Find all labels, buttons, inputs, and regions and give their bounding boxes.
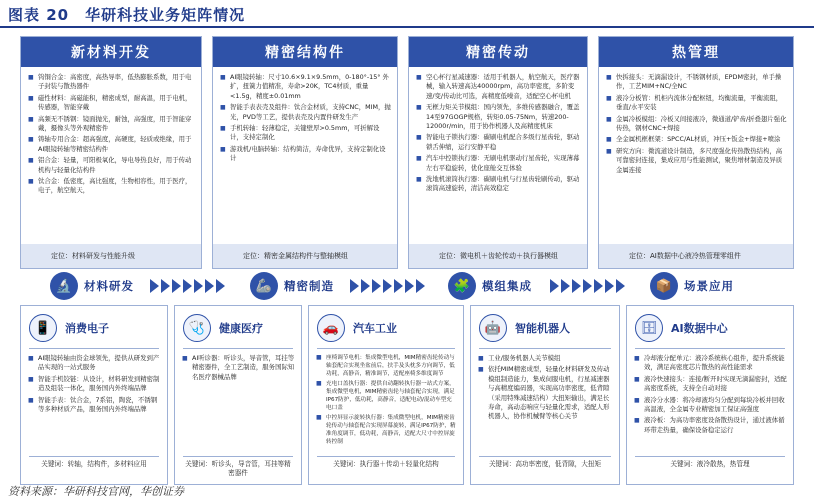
app-bullet: ■ 智能手机铰链：从设计，材料研发到精密制造及组装一体化，服务国内外终端品牌 [27,375,161,394]
stage-label: 材料研发 [84,279,134,293]
puzzle-icon: 🧩 [448,272,476,300]
app-ai-datacenter [626,305,794,485]
app-bullet: ■ 液冷快速接头：连接/断开时实现无滴漏密封，适配高密度系统，支持全自动对接 [633,375,787,394]
card-bullet: ■ 洗地机滚筒执行器：碳刷电机与行星齿轮刷传动，驱动滚筒高速旋转，清洁高效稳定 [415,175,581,194]
card-bullet: ■ 铸轴专用合金：超高强度，高硬度，轻质或绝缘，用于AI眼镜转轴等精密结构件 [27,135,195,154]
app-bullets [181,354,295,454]
app-bullets [477,354,613,454]
card-bullet: ■ AI眼镜转轴：尺寸10.6×9.1×9.5mm，0-180°-15° 外扩，扭簧力值精准，寿命>20K，TC4材质，重量<1.5g，精度±0.01mm [219,73,391,101]
app-bullets [27,354,161,454]
card-bullet: ■ 汽车中控锁执行器：无刷电机驱动行星齿轮，实现薄幕左右平稳旋转，优化座舱交互体验 [415,154,581,173]
server-icon: 🗄 [635,314,663,342]
card-bullets [27,73,195,240]
flow-arrow [350,279,425,293]
card-title: 精密传动 [409,37,587,67]
stage-label: 精密制造 [284,279,334,293]
app-title: 健康医疗 [219,322,263,335]
app-keywords: 关键词：听诊头，导音管，耳挂等精密器件 [183,456,293,478]
card-bullets [219,73,391,240]
card-bullet: ■ 钛合金：低密度，高比强度，生物相容性，用于医疗，电子，航空航天， [27,177,195,196]
app-keywords: 关键词：执行器＋传动＋轻量化结构 [317,456,455,478]
app-bullet: ■ 液冷板：为高功率密度设备散热设计，通过液体循环带走热量，确保设备稳定运行 [633,416,787,435]
card-precision-structures [212,36,398,269]
card-bullet: ■ 游戏机/电脑转轴：结构简洁，寿命优异，支持定制化设计 [219,145,391,164]
app-title: 消费电子 [65,322,109,335]
card-bullet: ■ 空心杯行星减速器：适用于机器人，航空航天，医疗器械，输入转速高达40000rpm，高功率密度，多阶变速/变/传动比可选，高精度低噪音，适配空心杯电机 [415,73,581,101]
card-thermal-management [598,36,794,269]
app-bullet: ■ 中控屏显示旋转执行器：集成微型电机，MIM精密齿轮传动与轴套配合实现屏幕旋转，满足IP67防护，精准角度调节，低功耗，高静音，适配大尺寸中控屏旋转控制 [315,414,457,446]
card-bullet: ■ 金属冷板模组：冷板又间接液冷，微通道/铲齿/折叠翅片强化传热，钢材CNC+焊接 [605,115,787,134]
card-bullet: ■ 磁性材料：高磁能积，精密成型，耐高温，用于电机，传感器，智能穿戴 [27,94,195,113]
card-positioning: 定位：精密金属结构件与整轴模组 [213,244,397,268]
card-bullets [605,73,787,240]
app-bullet: ■ 冷却液分配单元：液冷系统核心组件，提升系统能效，满足高密度芯片散热的高性能需求 [633,354,787,373]
figure-title: 图表 20 华研科技业务矩阵情况 [8,6,246,24]
app-bullet: ■ 智能手表：钛合金，7系铝，陶瓷，不锈钢等多种材质产品，服务国内外终端品牌 [27,396,161,415]
stage-label: 场景应用 [684,279,734,293]
flow-arrow [150,279,225,293]
card-title: 精密结构件 [213,37,397,67]
app-bullet: ■ AI眼镜转轴由资金球领先，提供从研发到产品实现的一站式服务 [27,354,161,373]
card-precision-transmission [408,36,588,269]
car-icon: 🚗 [317,314,345,342]
title-divider [0,26,814,28]
cube-icon: 📦 [650,272,678,300]
card-bullets [415,73,581,240]
robot-icon: 🤖 [479,314,507,342]
card-bullet: ■ 高频无不锈钢：镜面抛光，耐蚀，高强度，用于智能穿戴，摄像头等外观精密件 [27,115,195,134]
card-bullet: ■ 铝合金：轻量，可阳极氧化，导电导热良好，用于传动机构与轻量化结构件 [27,156,195,175]
process-flow [10,272,806,300]
stage-materials [50,272,134,300]
stage-manufacturing [250,272,334,300]
app-keywords: 关键词：转轴，结构件，多材料应用 [29,456,159,478]
card-positioning: 定位：AI数据中心液冷热管理零组件 [599,244,793,268]
card-bullet: ■ 智能手表表壳及组件：钛合金材质，支持CNC，MIM，抛光，PVD等工艺，提供表壳及内置件研发生产 [219,103,391,122]
source-note: 资料来源：华研科技官网，华创证券 [8,485,184,498]
app-title: 智能机器人 [515,322,570,335]
app-bullet: ■ AI听诊器：听诊头，导音管，耳挂等精密器件，全工艺制造，服务国际知名医疗器械品牌 [181,354,295,382]
card-new-materials [20,36,202,269]
app-consumer-electronics [20,305,168,485]
app-bullet: ■ 工业/服务机器人关节模组 [477,354,613,363]
card-title: 热管理 [599,37,793,67]
app-bullet: ■ 充电口盖执行器：提供自动翻转执行器一站式方案，集成微型电机，MIM精密齿轮与轴套配合实现，满足IP67防护，低功耗，高静音，适配电动/混动车型充电口盖 [315,380,457,412]
app-keywords: 关键词：液冷散热，热管理 [635,456,785,478]
card-bullet: ■ 钨铜合金：高密度，高热导率，低热膨胀系数，用于电子封装与散热器件 [27,73,195,92]
app-keywords: 关键词：高功率密度，低背隙，大扭矩 [479,456,611,478]
stage-application [650,272,734,300]
medical-kit-icon: 🩺 [183,314,211,342]
flow-arrow [550,279,625,293]
app-bullet: ■ 依托MIM精密成型，轻量化材料研发及传动模组制造能力，集成伺服电机，行星减速器与高精度编码器，实现高功率密度，低背隙（采用特殊减速结构）大扭矩输出，满足长寿命，高动态响应与轻量化需求，适配人形机器人，协作机械臂等核心关节 [477,365,613,421]
app-bullets [633,354,787,454]
app-title: AI数据中心 [671,322,728,335]
stage-label: 模组集成 [482,279,532,293]
card-positioning: 定位：材料研发与性能升级 [21,244,201,268]
app-bullets [315,354,457,454]
card-bullet: ■ 智能电子锁执行器：碳刷电机配合多级行星齿轮，驱动锁舌伸缩，运行安静平稳 [415,133,581,152]
card-bullet: ■ 全金属机框框架：SPCC/AL材质，冲压+钣金+焊接+喷涂 [605,135,787,144]
card-positioning: 定位：微电机＋齿轮传动＋执行器模组 [409,244,587,268]
app-bullet: ■ 座椅调节电机：集成微型电机，MIM精密齿轮传动与轴套配合实现坐盆前后，扶手及头枕多方向调节，低功耗，高静音，精准调节，适配座椅多维度调节 [315,354,457,378]
app-title: 汽车工业 [353,322,397,335]
card-bullet: ■ 手机转轴：轻薄稳定，关键壁厚>0.5mm，可折解设计，支持定制化 [219,124,391,143]
card-bullet: ■ 无框力矩关节模组：国内领先，多维传感器融合，覆盖14至97GOGP规格，转矩0.05-75Nm，转速200-12000r/min，用于协作机器人及高精度机床 [415,103,581,131]
card-bullet: ■ 研究方向：微流道设计制造，多尺度强化传热散热结构，高可靠密封连接，集成应用与性能测试，聚焦增材制造及异质金属连接 [605,147,787,175]
robot-arm-icon: 🦾 [250,272,278,300]
card-bullet: ■ 快拆接头：无滴漏设计，不锈钢材质，EPDM密封，单手操作，工艺MIM+NC/全NC [605,73,787,92]
smartphone-icon: 📱 [29,314,57,342]
card-bullet: ■ 液冷分板管：机柜内流体分配枢纽，均衡流量，平衡流阻，垂直/水平安装 [605,94,787,113]
card-title: 新材料开发 [21,37,201,67]
app-bullet: ■ 液冷分水器：将冷却液均匀分配到每块冷板并回收高温液，全金属专业精密加工保证高强度 [633,396,787,415]
app-healthcare [174,305,302,485]
app-intelligent-robots [470,305,620,485]
microscope-icon: 🔬 [50,272,78,300]
stage-integration [448,272,532,300]
app-automotive [308,305,464,485]
